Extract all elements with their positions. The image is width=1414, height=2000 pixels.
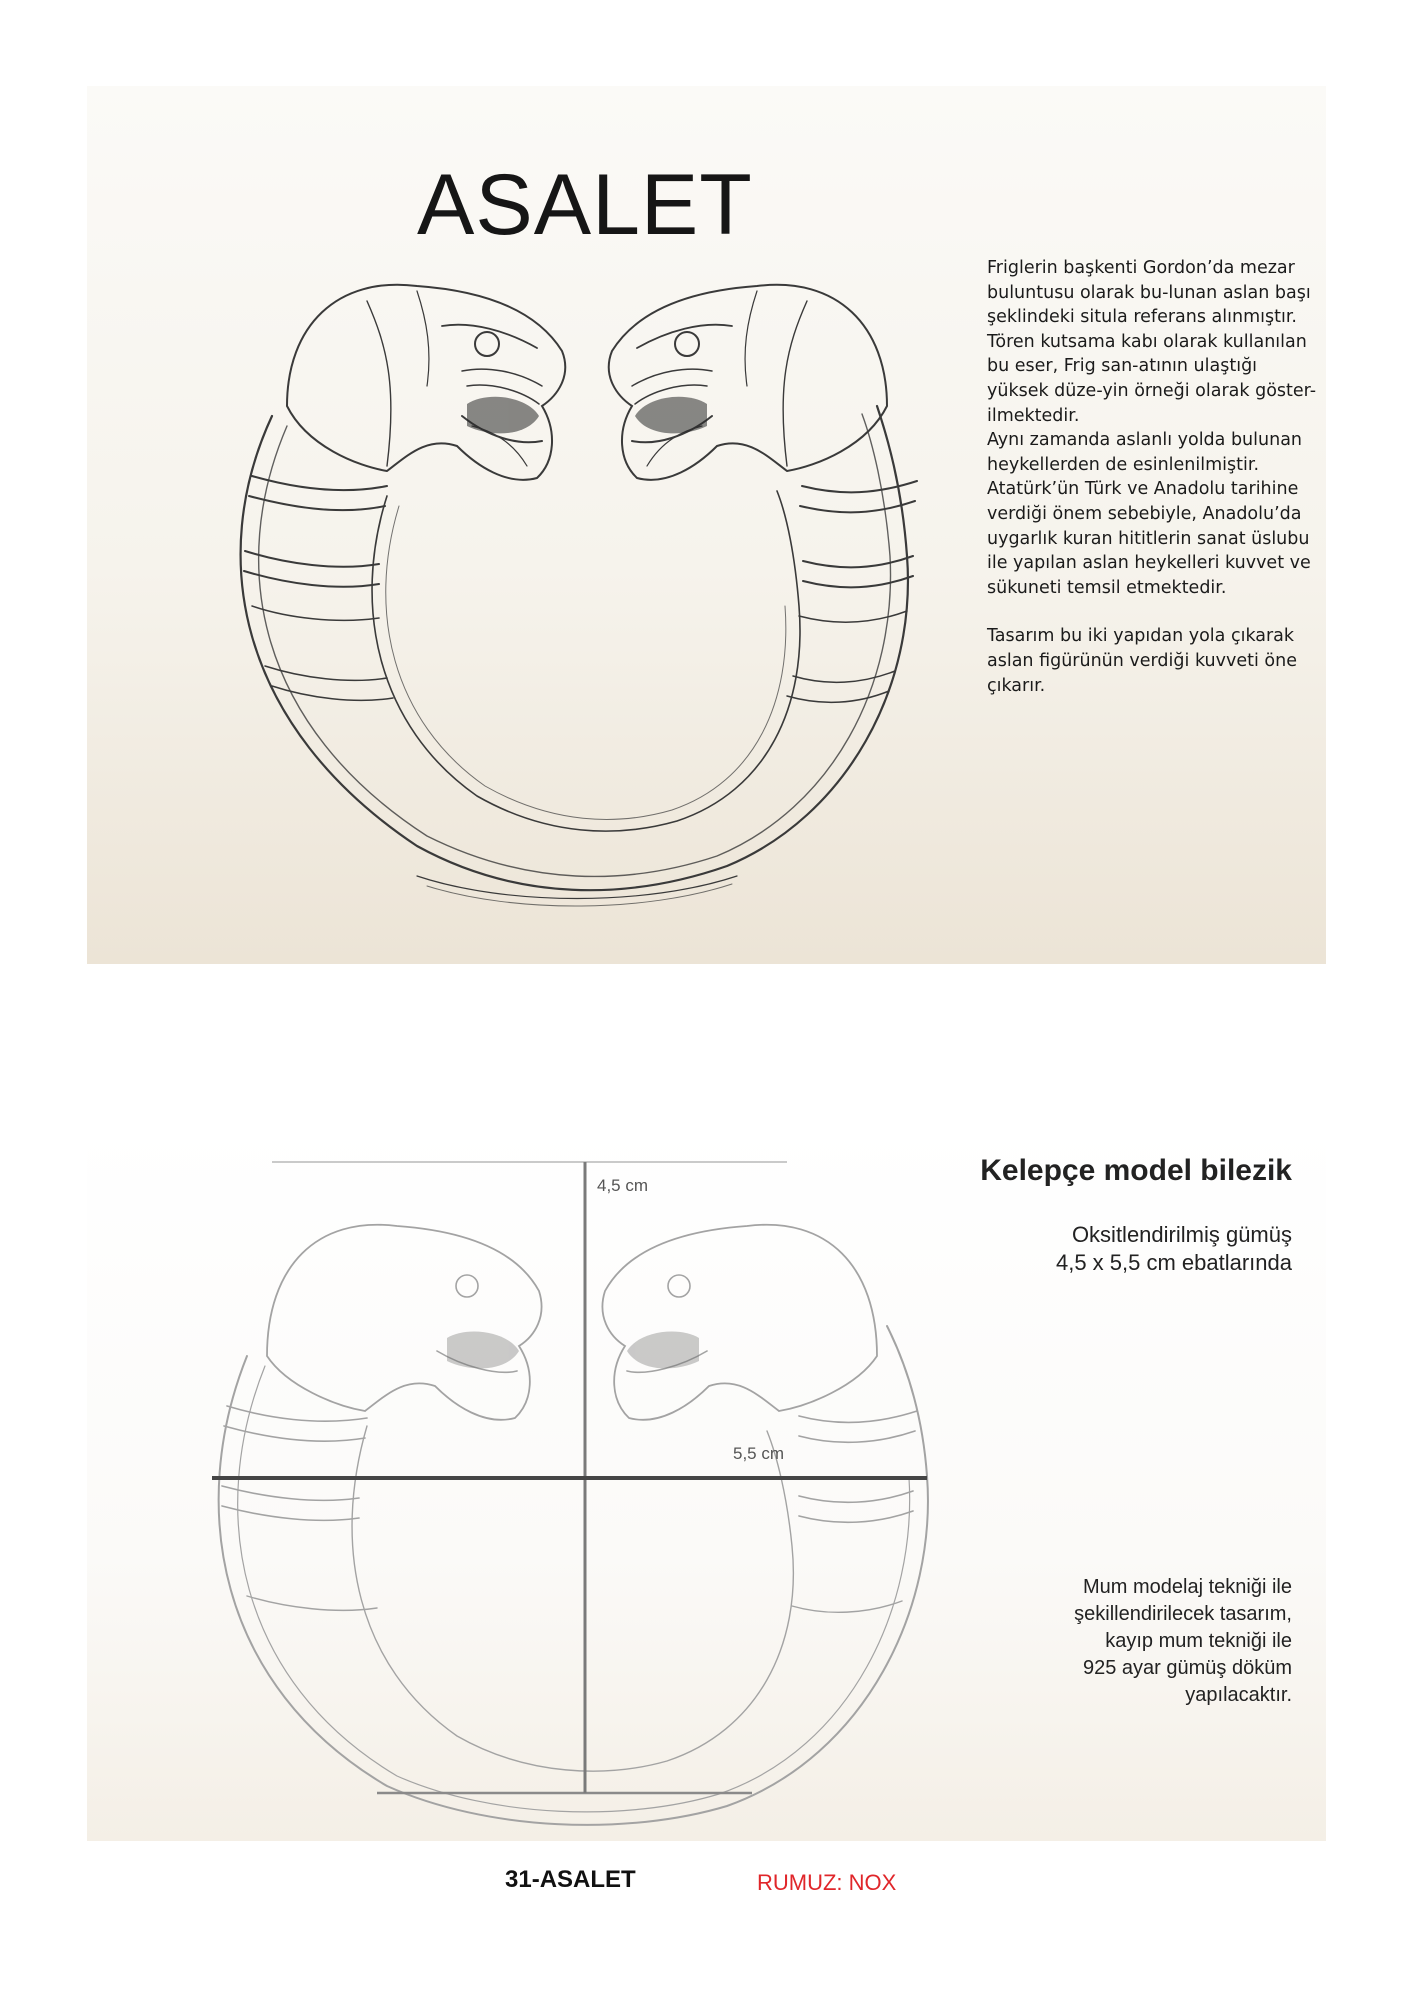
method-line-1: Mum modelaj tekniği ile: [1083, 1576, 1292, 1598]
method-line-3: kayıp mum tekniği ile: [1105, 1630, 1292, 1652]
spec-line-material: Oksitlendirilmiş gümüş: [1071, 1222, 1292, 1247]
spec-line-size: 4,5 x 5,5 cm ebatlarında: [1055, 1250, 1292, 1275]
footer-code: 31-ASALET: [505, 1866, 636, 1893]
height-dimension-label: 4,5 cm: [597, 1176, 649, 1195]
method-line-2: şekillendirilecek tasarım,: [1074, 1603, 1292, 1625]
footer-rumuz: RUMUZ: NOX: [757, 1870, 897, 1895]
description-paragraph-1: Friglerin başkenti Gordon’da mezar buluntusu olarak bu-lunan aslan başı şeklindeki situla referans alınmıştır. Tören kutsama kabı olarak kullanılan bu eser, Frig san-atının ulaştığı yüksek düze-yin örneği olarak göster-ilmektedir.: [987, 258, 1317, 426]
page-title: ASALET: [417, 157, 753, 253]
product-title: Kelepçe model bilezik: [980, 1154, 1292, 1187]
method-line-4: 925 ayar gümüş döküm: [1082, 1657, 1292, 1679]
description-paragraph-2: Aynı zamanda aslanlı yolda bulunan heykellerden de esinlenilmiştir. Atatürk’ün Türk ve Anadolu tarihine verdiği önem sebebiyle, Anadolu’da uygarlık kuran hititlerin sanat üslubu ile yapılan aslan heykelleri kuvvet ve sükuneti temsil etmektedir.: [987, 430, 1311, 598]
description-paragraph-3: Tasarım bu iki yapıdan yola çıkarak aslan figürünün verdiği kuvveti öne çıkarır.: [987, 626, 1297, 696]
bottom-panel: [87, 1126, 1326, 1841]
method-text: [1074, 1574, 1292, 1709]
method-line-5: yapılacaktır.: [1185, 1684, 1292, 1706]
top-panel: [87, 86, 1326, 964]
description-text: [987, 256, 1317, 698]
spec-text: [1056, 1221, 1292, 1277]
width-dimension-label: 5,5 cm: [733, 1444, 785, 1463]
